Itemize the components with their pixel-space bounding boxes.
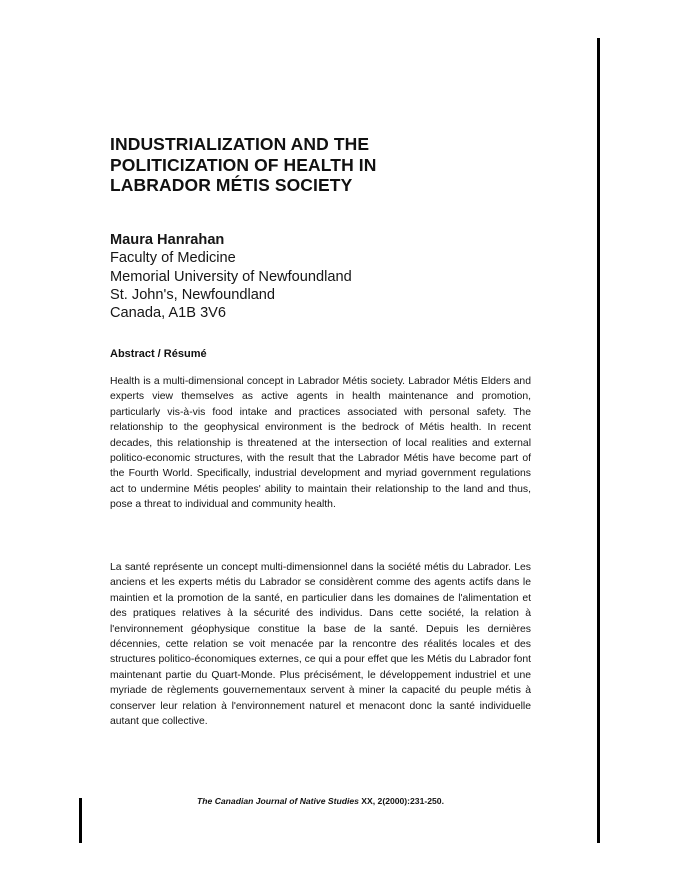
title-line: LABRADOR MÉTIS SOCIETY	[110, 175, 353, 195]
affiliation-line: St. John's, Newfoundland	[110, 286, 276, 303]
affiliation-line: Canada, A1B 3V6	[110, 305, 227, 322]
journal-citation	[110, 796, 531, 806]
affiliation-line: Memorial University of Newfoundland	[110, 268, 352, 285]
title-line: INDUSTRIALIZATION AND THE	[110, 134, 370, 154]
abstract-english: Health is a multi-dimensional concept in Labrador Métis society. Labrador Métis Elders and experts view themselves as active agents in health maintenance and promotion, particularly vis-à-vis food intake and practices associated with personal safety. The relationship to the geophysical environment is the bedrock of Métis health. In recent decades, this relationship is threatened at the intersection of local realities and external politico-economic structures, with the result that the Labrador Métis have become part of the Fourth World. Specifically, industrial development and myriad government regulations act to undermine Métis peoples' ability to maintain their relationship to the land and thus, pose a threat to individual and community health.	[110, 376, 531, 511]
author-block	[110, 231, 352, 322]
affiliation-line: Faculty of Medicine	[110, 250, 236, 267]
author-name: Maura Hanrahan	[110, 232, 225, 248]
scan-edge-right	[597, 38, 600, 843]
citation-detail: XX, 2(2000):231-250.	[358, 796, 444, 806]
abstract-heading: Abstract / Résumé	[110, 348, 207, 360]
journal-name: The Canadian Journal of Native Studies	[197, 796, 359, 806]
abstract-french: La santé représente un concept multi-dimensionnel dans la société métis du Labrador. Les anciens et les experts métis du Labrador se considèrent comme des agents actifs dans le maintien et la promotion de la santé, en particulier dans les domaines de l'alimentation et des pratiques relatives à la sécurité des individus. Dans cette société, la relation à l'environnement géophysique constitue la base de la santé. Depuis les dernières décennies, cette relation se voit menacée par la rencontre des réalités locales et des structures politico-économiques externes, ce qui a pour effet que les Métis du Labrador font maintenant partie du Quart-Monde. Plus précisément, le développement industriel et une myriade de règlements gouvernementaux servent à miner la capacité du peuple métis à conserver leur relation à l'environnement naturel et menacont donc la santé individuelle autant que collective.	[110, 562, 531, 728]
article-title	[110, 134, 376, 196]
scan-edge-left	[79, 798, 82, 843]
title-line: POLITICIZATION OF HEALTH IN	[110, 154, 377, 175]
